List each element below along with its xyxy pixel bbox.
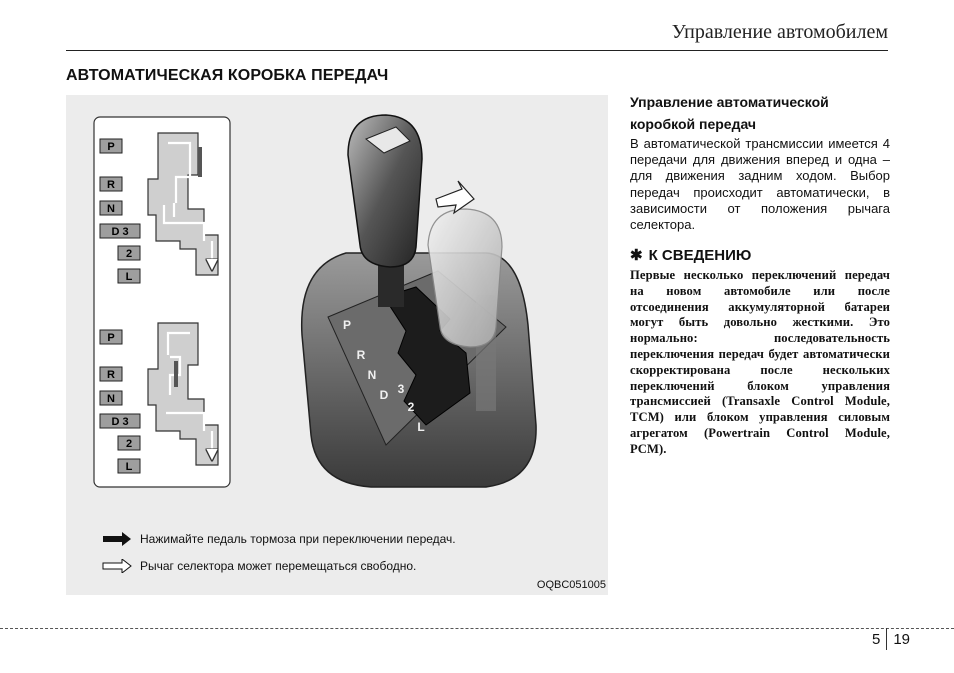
figure-code: OQBC051005	[536, 579, 606, 591]
legend-solid-text: Нажимайте педаль тормоза при переключении передач.	[140, 532, 456, 546]
page-number-value: 19	[893, 630, 911, 648]
gate-label-l-top: L	[125, 271, 133, 283]
gear-shift-illustration	[66, 95, 608, 595]
gate-label-d3-top: D 3	[111, 226, 129, 238]
page-number	[872, 628, 910, 650]
legend-solid-arrow	[102, 532, 456, 546]
gate-hatch-top	[198, 147, 202, 177]
note-paragraph: Первые несколько переключений передач на новом автомобиле или после отсоединения аккумуляторной батареи могут быть довольно жесткими. Это нормально: последовательность переключения передач будет автоматически скорректирована после нескольких переключений блоком управления трансмиссией (Transaxle Control Module, TCM) или блоком управления силовым агрегатом (Powertrain Control Module, PCM).	[630, 268, 890, 456]
asterisk-icon: ✱	[630, 247, 643, 264]
outline-arrow-icon	[102, 559, 132, 573]
legend-outline-arrow	[102, 559, 416, 573]
gate-label-r-top: R	[107, 179, 115, 191]
gate-label-l-bottom: L	[125, 461, 133, 473]
gate-label-p-top: P	[107, 141, 115, 153]
chapter-number: 5	[872, 630, 881, 648]
gate-hatch-bottom	[174, 361, 178, 387]
note-heading	[630, 246, 890, 264]
console-label-l: L	[417, 420, 425, 434]
subsection-title: Управление автоматической коробкой передач	[630, 94, 829, 132]
gate-label-2-bottom: 2	[125, 438, 133, 450]
gate-label-2-top: 2	[125, 248, 133, 260]
gate-label-p-bottom: P	[107, 332, 115, 344]
gate-label-n-top: N	[107, 203, 115, 215]
gear-shift-figure	[66, 95, 608, 595]
header-rule	[66, 50, 888, 51]
legend-outline-text: Рычаг селектора может перемещаться свободно.	[140, 559, 417, 573]
footer-rule	[0, 628, 954, 629]
gate-label-d3-bottom: D 3	[111, 416, 129, 428]
solid-arrow-icon	[102, 532, 132, 546]
page-number-divider	[886, 628, 887, 650]
console-label-3: 3	[397, 382, 405, 396]
console-label-r: R	[356, 348, 366, 362]
console-label-p: P	[342, 318, 352, 332]
note-title-text: К СВЕДЕНИЮ	[648, 246, 752, 264]
move-arrow-icon	[436, 181, 474, 213]
console-label-n: N	[367, 368, 377, 382]
gate-label-n-bottom: N	[107, 393, 115, 405]
page-title: АВТОМАТИЧЕСКАЯ КОРОБКА ПЕРЕДАЧ	[66, 67, 389, 84]
console-label-d: D	[379, 388, 389, 402]
console-label-2: 2	[407, 400, 415, 414]
body-paragraph: В автоматической трансмиссии имеется 4 передачи для движения вперед и одна – для движения задним ходом. Выбор передач происходит автоматически, в зависимости от положения рычага селектора.	[630, 136, 890, 233]
gate-label-r-bottom: R	[107, 369, 115, 381]
header-section-title: Управление автомобилем	[671, 21, 888, 43]
